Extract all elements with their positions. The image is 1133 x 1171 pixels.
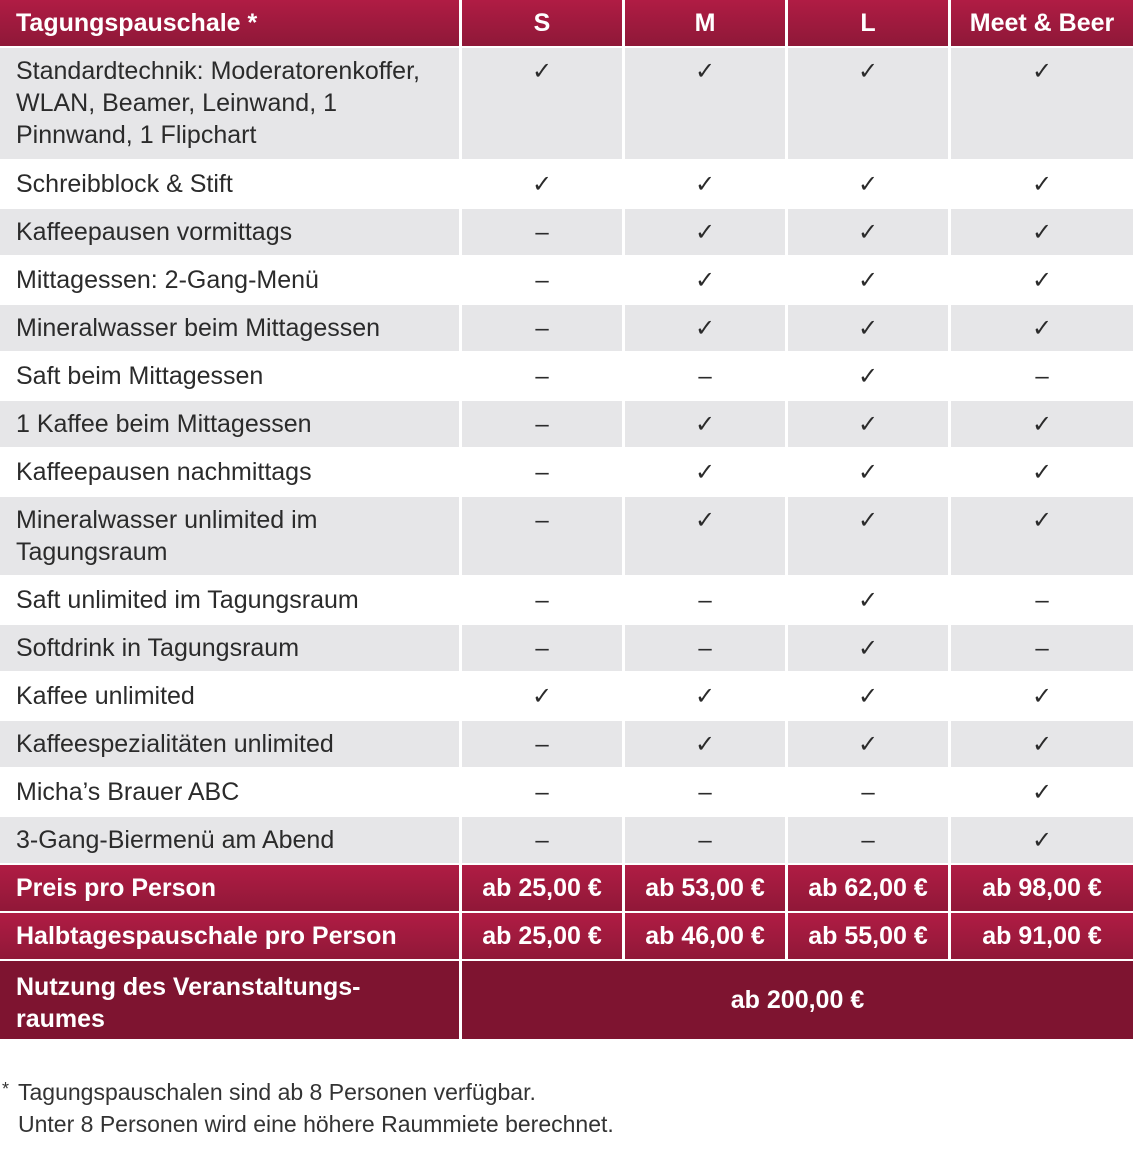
check-mark: ✓ xyxy=(951,497,1133,577)
feature-label: Kaffeepausen vormittags xyxy=(0,209,462,257)
check-mark: ✓ xyxy=(788,209,951,257)
column-header-s: S xyxy=(462,0,625,48)
feature-label: Mittagessen: 2-Gang-Menü xyxy=(0,257,462,305)
check-mark: ✓ xyxy=(462,48,625,161)
footnote-star: * xyxy=(2,1079,10,1099)
check-mark: ✓ xyxy=(625,305,788,353)
feature-label: Saft beim Mittagessen xyxy=(0,353,462,401)
feature-label: Standardtechnik: Moderatorenkoffer, WLAN, Beamer, Leinwand, 1 Pinnwand, 1 Flipchart xyxy=(0,48,462,161)
feature-label: Kaffeepausen nachmittags xyxy=(0,449,462,497)
check-mark: ✓ xyxy=(951,161,1133,209)
half-day-price-label: Halbtagespauschale pro Person xyxy=(0,913,462,961)
dash-mark: – xyxy=(462,721,625,769)
check-mark: ✓ xyxy=(788,353,951,401)
check-mark: ✓ xyxy=(788,497,951,577)
price-value: ab 91,00 € xyxy=(951,913,1133,961)
column-header-meet-beer: Meet & Beer xyxy=(951,0,1133,48)
check-mark: ✓ xyxy=(788,305,951,353)
footnote-line-1: Tagungspauschalen sind ab 8 Personen verfügbar. xyxy=(18,1079,536,1105)
check-mark: ✓ xyxy=(788,577,951,625)
price-value: ab 25,00 € xyxy=(462,865,625,913)
price-value: ab 98,00 € xyxy=(951,865,1133,913)
dash-mark: – xyxy=(462,817,625,865)
check-mark: ✓ xyxy=(625,209,788,257)
price-value: ab 55,00 € xyxy=(788,913,951,961)
feature-label: Micha’s Brauer ABC xyxy=(0,769,462,817)
dash-mark: – xyxy=(625,353,788,401)
check-mark: ✓ xyxy=(951,48,1133,161)
dash-mark: – xyxy=(951,625,1133,673)
dash-mark: – xyxy=(625,577,788,625)
column-header-l: L xyxy=(788,0,951,48)
check-mark: ✓ xyxy=(625,48,788,161)
price-value: ab 53,00 € xyxy=(625,865,788,913)
column-header-m: M xyxy=(625,0,788,48)
dash-mark: – xyxy=(462,353,625,401)
room-usage-label-line-1: Nutzung des Veranstaltungs- xyxy=(16,973,361,1001)
dash-mark: – xyxy=(462,305,625,353)
table-title: Tagungspauschale * xyxy=(0,0,462,48)
dash-mark: – xyxy=(788,769,951,817)
dash-mark: – xyxy=(462,257,625,305)
dash-mark: – xyxy=(462,577,625,625)
dash-mark: – xyxy=(462,497,625,577)
check-mark: ✓ xyxy=(788,401,951,449)
room-usage-label xyxy=(0,961,462,1041)
dash-mark: – xyxy=(462,769,625,817)
dash-mark: – xyxy=(625,769,788,817)
feature-label: Kaffeespezialitäten unlimited xyxy=(0,721,462,769)
footnote-line-2: Unter 8 Personen wird eine höhere Raummiete berechnet. xyxy=(18,1111,614,1137)
dash-mark: – xyxy=(462,401,625,449)
feature-label: Saft unlimited im Tagungsraum xyxy=(0,577,462,625)
check-mark: ✓ xyxy=(951,817,1133,865)
check-mark: ✓ xyxy=(788,721,951,769)
check-mark: ✓ xyxy=(951,305,1133,353)
dash-mark: – xyxy=(462,209,625,257)
footnote xyxy=(0,1076,614,1140)
room-usage-price: ab 200,00 € xyxy=(462,961,1133,1041)
check-mark: ✓ xyxy=(625,497,788,577)
feature-label: Mineralwasser beim Mittagessen xyxy=(0,305,462,353)
check-mark: ✓ xyxy=(625,721,788,769)
check-mark: ✓ xyxy=(625,161,788,209)
check-mark: ✓ xyxy=(625,673,788,721)
feature-label: Mineralwasser unlimited im Tagungsraum xyxy=(0,497,462,577)
check-mark: ✓ xyxy=(788,161,951,209)
feature-label: Softdrink in Tagungsraum xyxy=(0,625,462,673)
check-mark: ✓ xyxy=(788,673,951,721)
check-mark: ✓ xyxy=(625,401,788,449)
check-mark: ✓ xyxy=(462,673,625,721)
feature-label: 3-Gang-Biermenü am Abend xyxy=(0,817,462,865)
check-mark: ✓ xyxy=(951,449,1133,497)
check-mark: ✓ xyxy=(951,721,1133,769)
dash-mark: – xyxy=(462,449,625,497)
price-per-person-label: Preis pro Person xyxy=(0,865,462,913)
check-mark: ✓ xyxy=(788,257,951,305)
check-mark: ✓ xyxy=(951,209,1133,257)
feature-label: Kaffee unlimited xyxy=(0,673,462,721)
dash-mark: – xyxy=(951,577,1133,625)
check-mark: ✓ xyxy=(951,673,1133,721)
dash-mark: – xyxy=(625,817,788,865)
check-mark: ✓ xyxy=(951,769,1133,817)
dash-mark: – xyxy=(951,353,1133,401)
check-mark: ✓ xyxy=(951,401,1133,449)
dash-mark: – xyxy=(462,625,625,673)
check-mark: ✓ xyxy=(625,257,788,305)
price-value: ab 25,00 € xyxy=(462,913,625,961)
price-value: ab 46,00 € xyxy=(625,913,788,961)
room-usage-label-line-2: raumes xyxy=(16,1005,105,1033)
dash-mark: – xyxy=(788,817,951,865)
check-mark: ✓ xyxy=(625,449,788,497)
check-mark: ✓ xyxy=(788,449,951,497)
check-mark: ✓ xyxy=(788,48,951,161)
feature-label: 1 Kaffee beim Mittagessen xyxy=(0,401,462,449)
price-value: ab 62,00 € xyxy=(788,865,951,913)
check-mark: ✓ xyxy=(462,161,625,209)
feature-label: Schreibblock & Stift xyxy=(0,161,462,209)
check-mark: ✓ xyxy=(951,257,1133,305)
check-mark: ✓ xyxy=(788,625,951,673)
dash-mark: – xyxy=(625,625,788,673)
